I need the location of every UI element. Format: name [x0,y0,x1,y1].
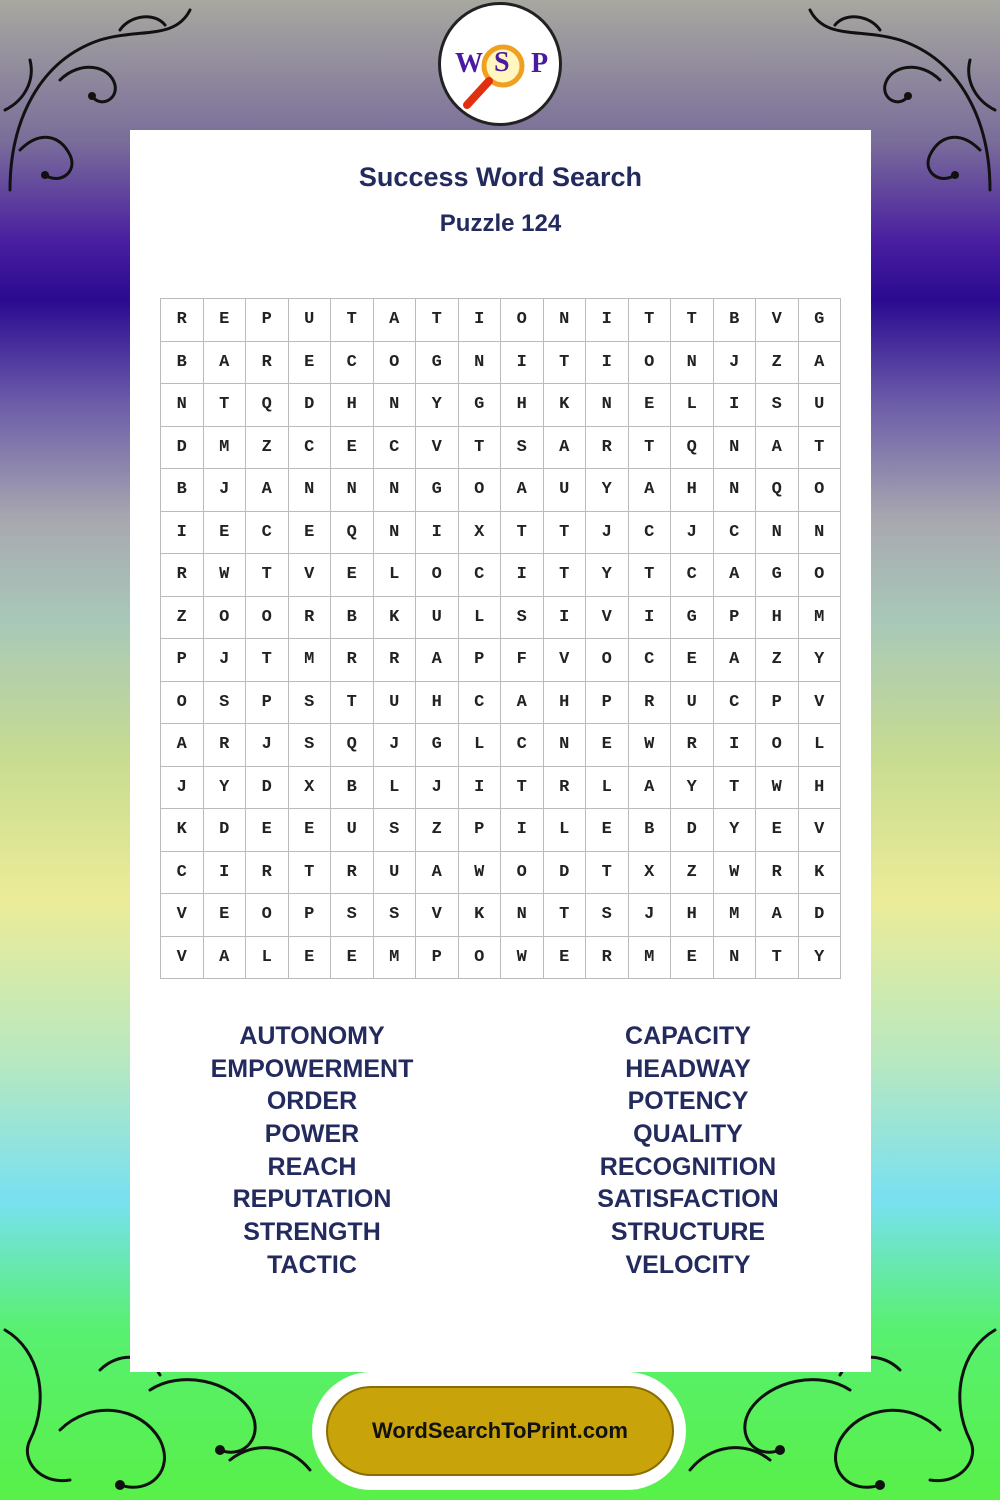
grid-cell[interactable]: R [161,299,204,342]
grid-cell[interactable]: O [374,342,417,385]
grid-cell[interactable]: M [714,894,757,937]
grid-cell[interactable]: O [586,639,629,682]
grid-cell[interactable]: I [204,852,247,895]
grid-cell[interactable]: H [799,767,842,810]
grid-cell[interactable]: G [416,469,459,512]
grid-cell[interactable]: R [671,724,714,767]
grid-cell[interactable]: O [629,342,672,385]
grid-cell[interactable]: N [374,469,417,512]
grid-cell[interactable]: O [204,597,247,640]
grid-cell[interactable]: U [671,682,714,725]
grid-cell[interactable]: T [246,639,289,682]
word-list-item: REACH [267,1152,357,1181]
grid-cell[interactable]: Q [671,427,714,470]
grid-cell[interactable]: R [374,639,417,682]
grid-cell[interactable]: R [586,937,629,980]
grid-cell[interactable]: Q [331,512,374,555]
word-list-item: CAPACITY [625,1022,751,1050]
grid-cell[interactable]: L [586,767,629,810]
grid-cell[interactable]: T [501,767,544,810]
grid-cell[interactable]: R [629,682,672,725]
grid-cell[interactable]: V [756,299,799,342]
grid-cell[interactable]: I [416,512,459,555]
grid-cell[interactable]: V [161,894,204,937]
grid-cell[interactable]: E [671,639,714,682]
grid-cell[interactable]: I [501,554,544,597]
grid-cell[interactable]: U [374,682,417,725]
grid-cell[interactable]: M [289,639,332,682]
grid-cell[interactable]: Z [756,639,799,682]
grid-cell[interactable]: V [799,682,842,725]
grid-cell[interactable]: A [714,554,757,597]
grid-cell[interactable]: R [204,724,247,767]
grid-cell[interactable]: T [586,852,629,895]
website-link-button[interactable]: WordSearchToPrint.com [326,1386,674,1476]
grid-cell[interactable]: P [246,682,289,725]
grid-cell[interactable]: M [629,937,672,980]
grid-cell[interactable]: E [544,937,587,980]
word-list-right [538,1020,838,1282]
grid-cell[interactable]: T [544,512,587,555]
grid-cell[interactable]: B [629,809,672,852]
grid-cell[interactable]: Y [586,554,629,597]
grid-cell[interactable]: T [331,682,374,725]
grid-cell[interactable]: K [161,809,204,852]
grid-cell[interactable]: G [671,597,714,640]
grid-cell[interactable]: V [416,427,459,470]
grid-cell[interactable]: T [629,299,672,342]
grid-cell[interactable]: N [161,384,204,427]
grid-cell[interactable]: I [501,342,544,385]
grid-cell[interactable]: C [161,852,204,895]
grid-cell[interactable]: N [714,937,757,980]
grid-cell[interactable]: V [544,639,587,682]
grid-cell[interactable]: A [161,724,204,767]
grid-cell[interactable]: H [671,894,714,937]
grid-cell[interactable]: B [714,299,757,342]
grid-cell[interactable]: O [416,554,459,597]
grid-cell[interactable]: E [204,512,247,555]
grid-cell[interactable]: D [289,384,332,427]
grid-cell[interactable]: A [714,639,757,682]
grid-cell[interactable]: C [714,682,757,725]
grid-cell[interactable]: G [459,384,502,427]
grid-cell[interactable]: T [544,342,587,385]
grid-cell[interactable]: W [459,852,502,895]
grid-cell[interactable]: N [799,512,842,555]
grid-cell[interactable]: H [756,597,799,640]
grid-cell[interactable]: E [289,809,332,852]
grid-cell[interactable]: Y [799,639,842,682]
grid-cell[interactable]: N [544,724,587,767]
grid-cell[interactable]: W [756,767,799,810]
grid-cell[interactable]: I [459,299,502,342]
grid-cell[interactable]: Q [246,384,289,427]
grid-cell[interactable]: W [204,554,247,597]
grid-cell[interactable]: R [331,852,374,895]
grid-cell[interactable]: A [204,937,247,980]
grid-cell[interactable]: P [161,639,204,682]
word-list-item: HEADWAY [625,1054,751,1083]
grid-cell[interactable]: T [756,937,799,980]
grid-cell[interactable]: M [799,597,842,640]
grid-cell[interactable]: U [331,809,374,852]
grid-cell[interactable]: E [331,554,374,597]
grid-cell[interactable]: T [459,427,502,470]
grid-cell[interactable]: O [459,937,502,980]
grid-cell[interactable]: C [501,724,544,767]
grid-cell[interactable]: P [586,682,629,725]
grid-cell[interactable]: C [629,639,672,682]
grid-cell[interactable]: Y [714,809,757,852]
grid-cell[interactable]: A [544,427,587,470]
grid-cell[interactable]: N [714,427,757,470]
grid-cell[interactable]: O [459,469,502,512]
grid-cell[interactable]: L [544,809,587,852]
grid-cell[interactable]: Y [671,767,714,810]
site-logo[interactable] [438,2,562,126]
grid-cell[interactable]: A [756,427,799,470]
grid-cell[interactable]: T [246,554,289,597]
puzzle-sheet [130,130,871,1372]
grid-cell[interactable]: C [459,682,502,725]
grid-cell[interactable]: U [374,852,417,895]
grid-cell[interactable]: H [501,384,544,427]
grid-cell[interactable]: C [714,512,757,555]
grid-cell[interactable]: T [629,427,672,470]
grid-cell[interactable]: N [671,342,714,385]
grid-cell[interactable]: N [756,512,799,555]
grid-cell[interactable]: D [544,852,587,895]
grid-cell[interactable]: O [246,894,289,937]
grid-cell[interactable]: Z [416,809,459,852]
grid-cell[interactable]: E [289,937,332,980]
grid-cell[interactable]: H [544,682,587,725]
word-list-item: RECOGNITION [599,1152,777,1181]
grid-cell[interactable]: R [289,597,332,640]
grid-cell[interactable]: R [586,427,629,470]
grid-cell[interactable]: O [799,554,842,597]
grid-cell[interactable]: N [289,469,332,512]
grid-cell[interactable]: J [714,342,757,385]
grid-cell[interactable]: E [289,512,332,555]
grid-cell[interactable]: B [331,597,374,640]
grid-cell[interactable]: J [246,724,289,767]
grid-cell[interactable]: D [799,894,842,937]
grid-cell[interactable]: T [544,554,587,597]
grid-cell[interactable]: W [629,724,672,767]
grid-cell[interactable]: X [459,512,502,555]
grid-cell[interactable]: P [246,299,289,342]
grid-cell[interactable]: J [374,724,417,767]
grid-cell[interactable]: R [331,639,374,682]
grid-cell[interactable]: T [671,299,714,342]
grid-cell[interactable]: J [204,639,247,682]
word-list-item: ORDER [266,1087,358,1116]
grid-cell[interactable]: H [416,682,459,725]
word-list-item: REPUTATION [232,1185,392,1214]
grid-cell[interactable]: F [501,639,544,682]
word-list-item: EMPOWERMENT [210,1054,414,1083]
grid-cell[interactable]: E [331,937,374,980]
grid-cell[interactable]: T [501,512,544,555]
grid-cell[interactable]: T [204,384,247,427]
grid-cell[interactable]: B [161,469,204,512]
word-list-item: SATISFACTION [597,1185,779,1214]
grid-cell[interactable]: Y [586,469,629,512]
grid-cell[interactable]: V [799,809,842,852]
grid-cell[interactable]: I [459,767,502,810]
word-list-item: POTENCY [627,1087,749,1116]
grid-cell[interactable]: E [629,384,672,427]
grid-cell[interactable]: O [246,597,289,640]
grid-cell[interactable]: P [289,894,332,937]
grid-cell[interactable]: L [246,937,289,980]
grid-cell[interactable]: Y [204,767,247,810]
grid-cell[interactable]: U [289,299,332,342]
grid-cell[interactable]: N [501,894,544,937]
grid-cell[interactable]: S [289,724,332,767]
grid-cell[interactable]: A [629,469,672,512]
grid-cell[interactable]: K [374,597,417,640]
puzzle-number: Puzzle 124 [439,210,562,237]
grid-cell[interactable]: R [246,342,289,385]
grid-cell[interactable]: G [416,724,459,767]
grid-cell[interactable]: A [799,342,842,385]
grid-cell[interactable]: L [671,384,714,427]
grid-cell[interactable]: E [204,894,247,937]
grid-cell[interactable]: B [331,767,374,810]
grid-cell[interactable]: H [331,384,374,427]
grid-cell[interactable]: Y [416,384,459,427]
grid-cell[interactable]: T [289,852,332,895]
grid-cell[interactable]: S [374,894,417,937]
grid-cell[interactable]: N [714,469,757,512]
grid-cell[interactable]: R [246,852,289,895]
grid-cell[interactable]: S [586,894,629,937]
grid-cell[interactable]: A [501,682,544,725]
grid-cell[interactable]: U [416,597,459,640]
grid-cell[interactable]: A [374,299,417,342]
grid-cell[interactable]: E [289,342,332,385]
grid-cell[interactable]: D [671,809,714,852]
grid-cell[interactable]: N [544,299,587,342]
grid-cell[interactable]: I [714,724,757,767]
grid-cell[interactable]: I [161,512,204,555]
word-list-item: POWER [264,1120,360,1149]
grid-cell[interactable]: P [714,597,757,640]
word-list-item: STRUCTURE [610,1218,766,1247]
grid-cell[interactable]: C [331,342,374,385]
grid-cell[interactable]: X [289,767,332,810]
logo-letter-p: P [531,48,549,79]
grid-cell[interactable]: A [629,767,672,810]
word-list-item: AUTONOMY [239,1022,385,1050]
grid-cell[interactable]: T [714,767,757,810]
logo-letter-w: W [455,48,483,79]
grid-cell[interactable]: D [161,427,204,470]
grid-cell[interactable]: W [501,937,544,980]
grid-cell[interactable]: H [671,469,714,512]
grid-cell[interactable]: J [161,767,204,810]
grid-cell[interactable]: P [459,639,502,682]
grid-cell[interactable]: T [629,554,672,597]
grid-cell[interactable]: K [459,894,502,937]
grid-cell[interactable]: S [756,384,799,427]
grid-cell[interactable]: S [501,597,544,640]
grid-cell[interactable]: V [289,554,332,597]
grid-cell[interactable]: E [671,937,714,980]
grid-cell[interactable]: C [671,554,714,597]
grid-cell[interactable]: O [501,299,544,342]
grid-cell[interactable]: I [544,597,587,640]
grid-cell[interactable]: E [331,427,374,470]
grid-cell[interactable]: T [799,427,842,470]
grid-cell[interactable]: J [671,512,714,555]
grid-cell[interactable]: A [416,852,459,895]
grid-cell[interactable]: U [544,469,587,512]
grid-cell[interactable]: D [246,767,289,810]
letter-grid [160,298,841,979]
grid-cell[interactable]: Y [799,937,842,980]
grid-cell[interactable]: N [374,512,417,555]
grid-cell[interactable]: L [374,554,417,597]
grid-cell[interactable]: B [161,342,204,385]
grid-cell[interactable]: S [204,682,247,725]
grid-cell[interactable]: Q [331,724,374,767]
grid-cell[interactable]: Z [671,852,714,895]
grid-cell[interactable]: O [756,724,799,767]
grid-cell[interactable]: W [714,852,757,895]
grid-cell[interactable]: I [586,342,629,385]
word-list-item: VELOCITY [625,1250,751,1279]
grid-cell[interactable]: J [629,894,672,937]
logo-letter-s: S [494,47,510,78]
grid-cell[interactable]: E [586,809,629,852]
grid-cell[interactable]: A [756,894,799,937]
grid-cell[interactable]: Q [756,469,799,512]
word-list-left [162,1020,462,1282]
grid-cell[interactable]: P [459,809,502,852]
grid-cell[interactable]: E [204,299,247,342]
grid-cell[interactable]: K [799,852,842,895]
grid-cell[interactable]: A [204,342,247,385]
grid-cell[interactable]: A [416,639,459,682]
grid-cell[interactable]: R [161,554,204,597]
grid-cell[interactable]: T [416,299,459,342]
grid-cell[interactable]: C [629,512,672,555]
grid-cell[interactable]: A [246,469,289,512]
grid-cell[interactable]: I [629,597,672,640]
grid-cell[interactable]: I [714,384,757,427]
grid-cell[interactable]: I [501,809,544,852]
grid-cell[interactable]: G [799,299,842,342]
page-title: Success Word Search [358,162,643,192]
grid-cell[interactable]: J [204,469,247,512]
grid-cell[interactable]: O [799,469,842,512]
grid-cell[interactable]: M [374,937,417,980]
grid-cell[interactable]: C [374,427,417,470]
grid-cell[interactable]: N [586,384,629,427]
grid-cell[interactable]: N [459,342,502,385]
grid-cell[interactable]: C [246,512,289,555]
grid-cell[interactable]: P [416,937,459,980]
grid-cell[interactable]: E [586,724,629,767]
word-list-item: QUALITY [633,1120,743,1149]
grid-cell[interactable]: L [459,724,502,767]
grid-cell[interactable]: L [459,597,502,640]
grid-cell[interactable]: G [756,554,799,597]
grid-cell[interactable]: I [586,299,629,342]
word-list-item: TACTIC [267,1250,357,1279]
grid-cell[interactable]: N [374,384,417,427]
grid-cell[interactable]: V [161,937,204,980]
grid-cell[interactable]: P [756,682,799,725]
grid-cell[interactable]: R [544,767,587,810]
grid-cell[interactable]: J [586,512,629,555]
grid-cell[interactable]: E [756,809,799,852]
grid-cell[interactable]: S [331,894,374,937]
grid-cell[interactable]: G [416,342,459,385]
grid-cell[interactable]: Z [756,342,799,385]
grid-cell[interactable]: Z [161,597,204,640]
grid-cell[interactable]: S [374,809,417,852]
grid-cell[interactable]: S [289,682,332,725]
grid-cell[interactable]: Z [246,427,289,470]
grid-cell[interactable]: C [289,427,332,470]
grid-cell[interactable]: J [416,767,459,810]
grid-cell[interactable]: L [799,724,842,767]
grid-cell[interactable]: T [331,299,374,342]
grid-cell[interactable]: R [756,852,799,895]
grid-cell[interactable]: D [204,809,247,852]
grid-cell[interactable]: L [374,767,417,810]
grid-cell[interactable]: V [586,597,629,640]
grid-cell[interactable]: K [544,384,587,427]
grid-cell[interactable]: O [161,682,204,725]
grid-cell[interactable]: T [544,894,587,937]
grid-cell[interactable]: C [459,554,502,597]
grid-cell[interactable]: M [204,427,247,470]
grid-cell[interactable]: U [799,384,842,427]
grid-cell[interactable]: N [331,469,374,512]
grid-cell[interactable]: A [501,469,544,512]
word-list-item: STRENGTH [243,1218,381,1247]
grid-cell[interactable]: O [501,852,544,895]
grid-cell[interactable]: X [629,852,672,895]
grid-cell[interactable]: S [501,427,544,470]
grid-cell[interactable]: V [416,894,459,937]
grid-cell[interactable]: E [246,809,289,852]
